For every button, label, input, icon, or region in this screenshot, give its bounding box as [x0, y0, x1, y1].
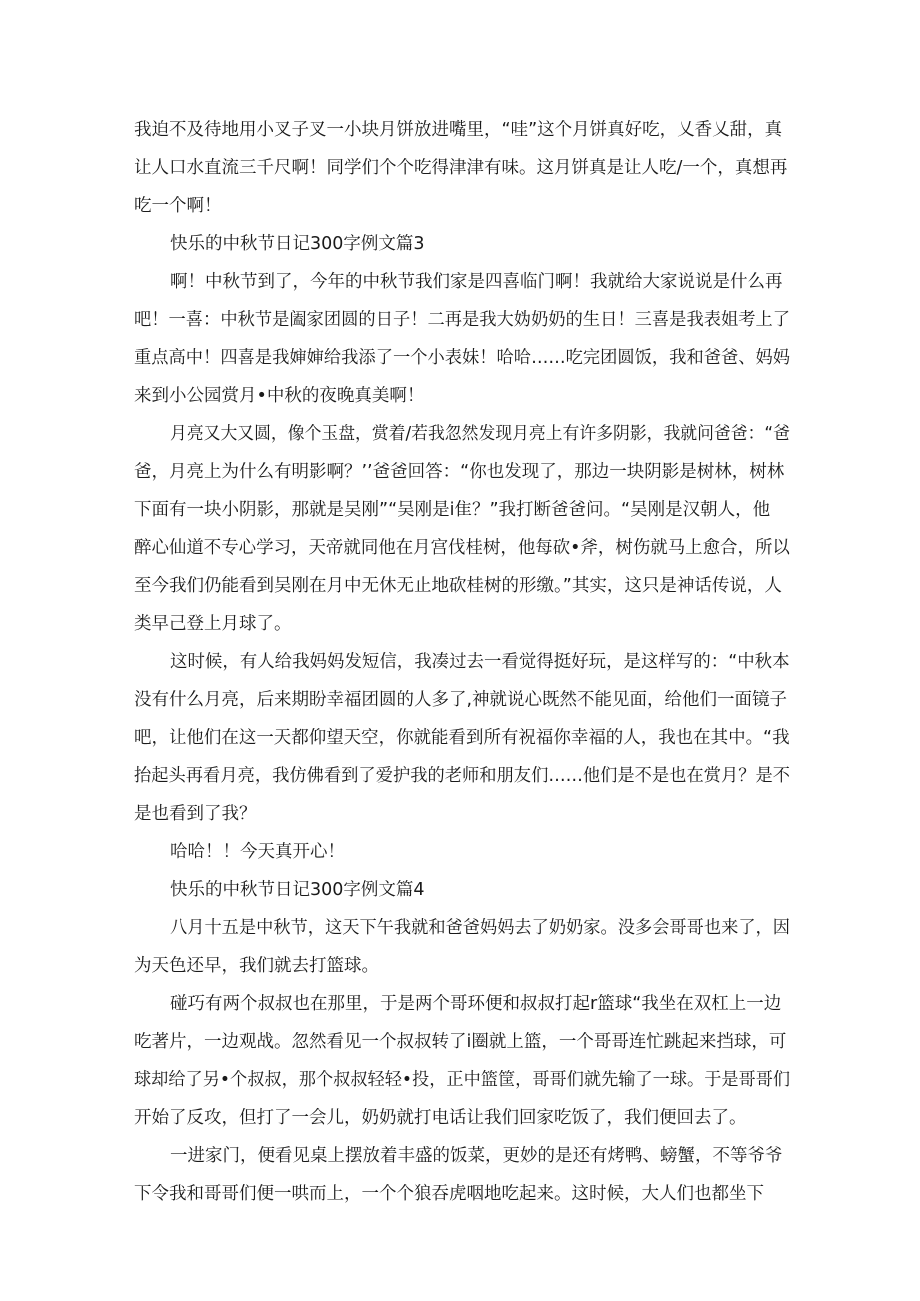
- text-line: 醉心仙道不专心学习，天帝就同他在月宫伐桂树，他每砍•斧，树伤就马上愈合，所以: [134, 538, 790, 558]
- text-line: 为天色还早，我们就去打篮球。: [134, 956, 379, 976]
- text-line: 哈哈！！今天真开心！: [170, 842, 345, 862]
- text-line: 吧！一喜：中秋节是阖家团圆的日子！二再是我大妫奶奶的生日！三喜是我表姐考上了: [134, 310, 791, 330]
- text-line: 吃一个啊！: [134, 196, 222, 216]
- text-line: 重点高中！四喜是我婶婶给我添了一个小表妹！哈哈……吃完团圆饭，我和爸爸、妈妈: [134, 348, 791, 368]
- text-line: 啊！中秋节到了，今年的中秋节我们家是四喜临门啊！我就给大家说说是什么再: [170, 272, 783, 292]
- text-line: 这时候，有人给我妈妈发短信，我凑过去一看觉得挺好玩，是这样写的：“中秋本: [170, 652, 790, 672]
- text-line: 下令我和哥哥们便一哄而上，一个个狼吞虎咽地吃起来。这时候，大人们也都坐下: [134, 1184, 764, 1204]
- text-line: 吧，让他们在这一天都仰望天空，你就能看到所有祝福你幸福的人，我也在其中。“我: [134, 728, 790, 748]
- text-line: 抬起头再看月亮，我仿佛看到了爱护我的老师和朋友们……他们是不是也在赏月？是不: [134, 766, 791, 786]
- text-line: 开始了反攻，但打了一会儿，奶奶就打电话让我们回家吃饭了，我们便回去了。: [134, 1108, 747, 1128]
- text-line: 吃著片，一边观战。忽然看见一个叔叔转了i圈就上篮，一个哥哥连忙跳起来挡球，可: [134, 1032, 787, 1052]
- text-line: 是也看到了我？: [134, 804, 257, 824]
- text-line: 类早己登上月球了。: [134, 614, 292, 634]
- text-line: 下面有一块小阴影，那就是吴刚”“吴刚是i隹？”我打断爸爸问。“吴刚是汉朝人，他: [134, 500, 771, 520]
- text-line: 八月十五是中秋节，这天下午我就和爸爸妈妈去了奶奶家。没多会哥哥也来了，因: [170, 918, 790, 938]
- section-heading: 快乐的中秋节日记300字例文篇3: [170, 234, 425, 254]
- text-line: 球却给了另•个叔叔，那个叔叔轻轻•投，正中篮筐，哥哥们就先输了一球。于是哥哥们: [134, 1070, 791, 1090]
- text-line: 月亮又大又圆，像个玉盘，赏着/若我忽然发现月亮上有许多阴影，我就问爸爸：“爸: [170, 424, 790, 444]
- text-line: 来到小公园赏月•中秋的夜晚真美啊！: [134, 386, 425, 406]
- text-line: 让人口水直流三千尺啊！同学们个个吃得津津有味。这月饼真是让人吃/一个，真想再: [134, 158, 788, 178]
- text-line: 一进家门，便看见桌上摆放着丰盛的饭菜，更妙的是还有烤鸭、螃蟹，不等爷爷: [170, 1146, 783, 1166]
- text-line: 我迫不及待地用小叉子叉一小块月饼放进嘴里，“哇”这个月饼真好吃，乂香乂甜，真: [134, 120, 783, 140]
- text-line: 碰巧有两个叔叔也在那里，于是两个哥环便和叔叔打起r篮球“我坐在双杠上一边: [170, 994, 782, 1014]
- text-line: 爸，月亮上为什么有明影啊？’’爸爸回答：“你也发现了，那边一块阴影是树林，树林: [134, 462, 785, 482]
- section-heading: 快乐的中秋节日记300字例文篇4: [170, 880, 425, 900]
- text-line: 至今我们仍能看到吴刚在月中无休无止地砍桂树的形缴。”其实，这只是神话传说，人: [134, 576, 782, 596]
- text-line: 没有什么月亮，后来期盼幸福团圆的人多了,神就说心既然不能见面，给他们一面镜子: [134, 690, 788, 710]
